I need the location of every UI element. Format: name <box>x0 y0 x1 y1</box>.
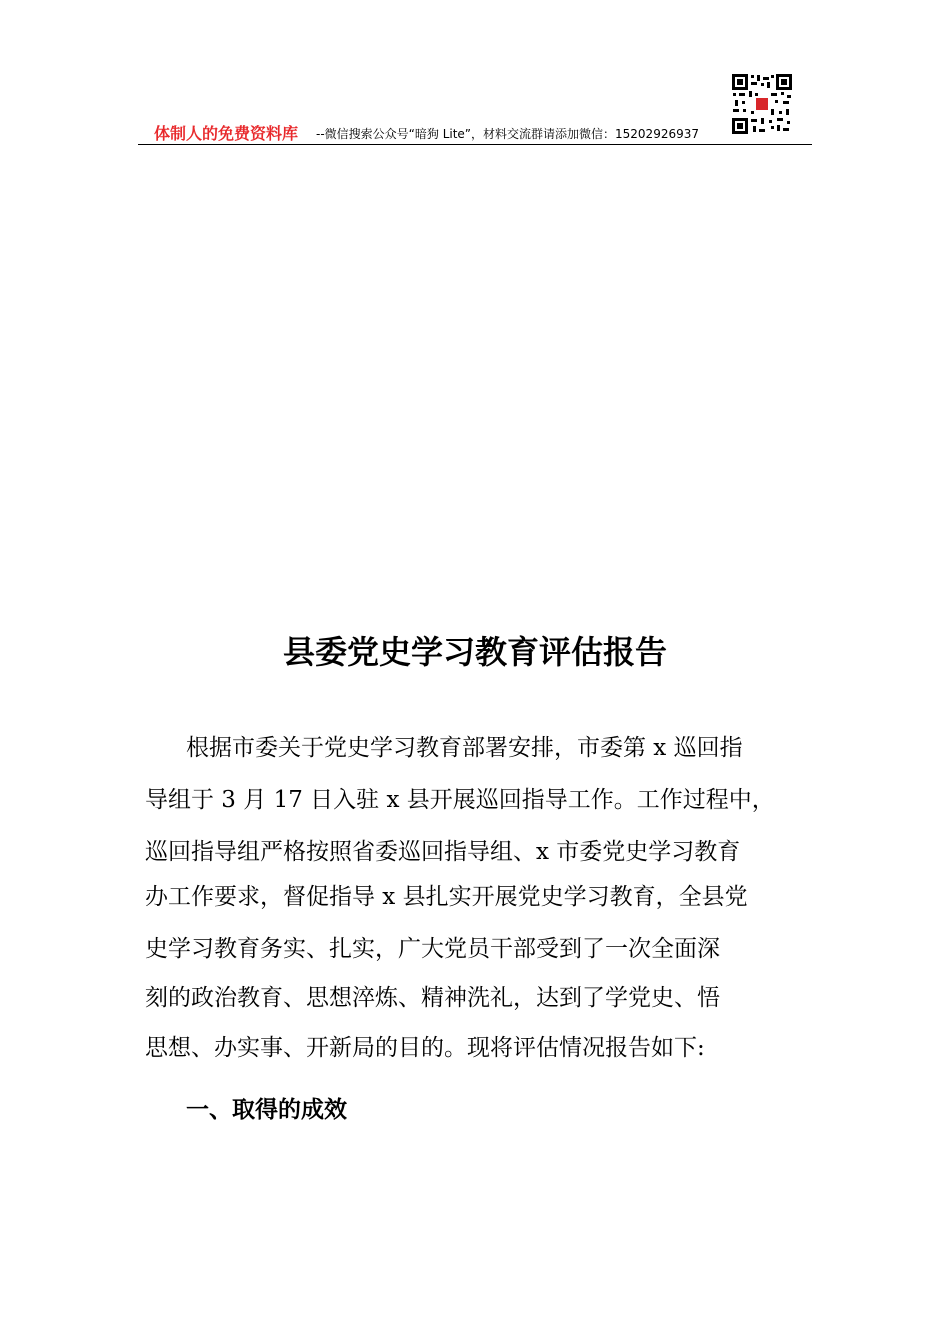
paragraph-line: 刻的政治教育、思想淬炼、精神洗礼，达到了学党史、悟 <box>145 985 720 1011</box>
section-heading: 一、取得的成效 <box>186 1097 347 1123</box>
paragraph-line: 思想、办实事、开新局的目的。现将评估情况报告如下: <box>145 1035 705 1061</box>
document-title: 县委党史学习教育评估报告 <box>282 633 667 671</box>
header-note: --微信搜索公众号“暗狗 Lite”，材料交流群请添加微信：15202926937 <box>316 127 699 141</box>
paragraph-line: 办工作要求，督促指导 x 县扎实开展党史学习教育，全县党 <box>145 884 748 910</box>
page-header <box>138 118 812 145</box>
paragraph-line: 导组于 3 月 17 日入驻 x 县开展巡回指导工作。工作过程中， <box>145 787 775 813</box>
paragraph-line: 史学习教育务实、扎实，广大党员干部受到了一次全面深 <box>145 936 720 962</box>
brand-label: 体制人的免费资料库 <box>154 124 299 143</box>
paragraph-line: 巡回指导组严格按照省委巡回指导组、x 市委党史学习教育 <box>145 839 741 865</box>
paragraph-line: 根据市委关于党史学习教育部署安排，市委第 x 巡回指 <box>186 735 743 761</box>
